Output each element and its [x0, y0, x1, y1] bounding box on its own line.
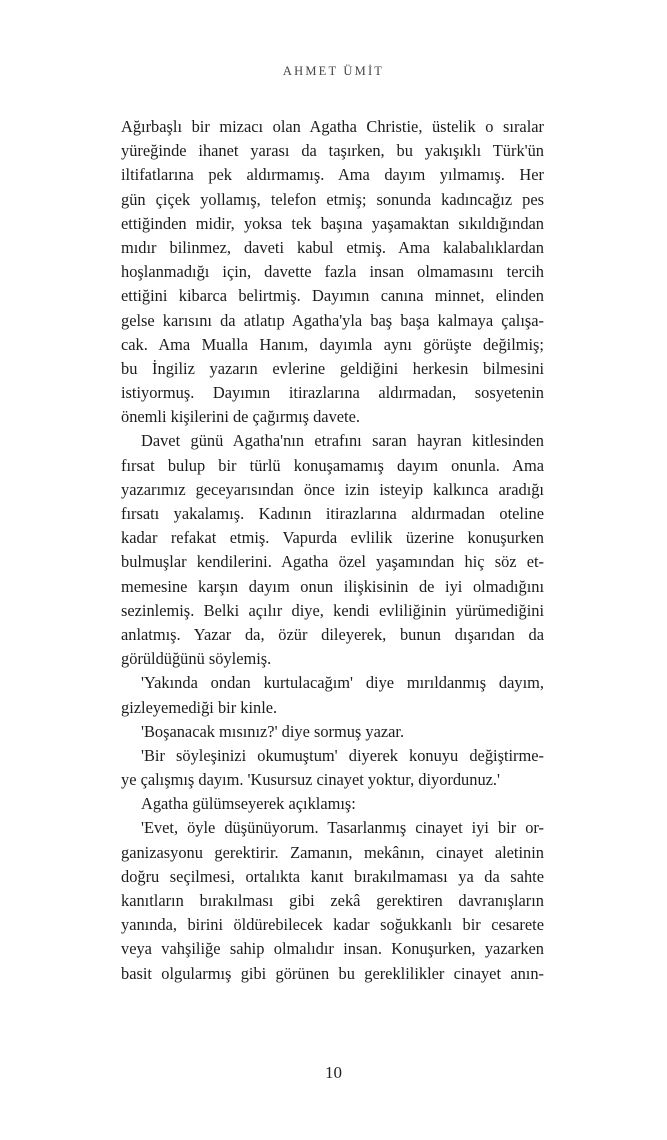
body-text: [121, 115, 544, 986]
text-line: basit olgularmış gibi görünen bu gereklilikler cinayet anın-: [121, 963, 544, 983]
text-line: memesine karşın dayım onun ilişkisinin de iyi olmadığını: [121, 576, 544, 596]
text-line: hoşlanmadığı için, davette fazla insan olmamasını tercih: [121, 262, 544, 282]
text-line: 'Evet, öyle düşünüyorum. Tasarlanmış cinayet iyi bir or-: [141, 818, 544, 838]
text-line: gün çiçek yollamış, telefon etmiş; sonunda kadıncağız pes: [121, 189, 544, 209]
text-line: istiyormuş. Dayımın itirazlarına aldırmadan, sosyetenin: [121, 383, 544, 403]
text-line: fırsat bulup bir türlü konuşamamış dayım onunla. Ama: [121, 455, 544, 475]
text-line: görüldüğünü söylemiş.: [121, 649, 272, 669]
text-line: 'Bir söyleşinizi okumuştum' diyerek konuyu değiştirme-: [141, 745, 544, 765]
page-number: 10: [325, 1063, 342, 1082]
text-line: ettiğinden midir, yoksa tek başına yaşamaktan sıkıldığından: [121, 213, 544, 233]
text-line: önemli kişilerini de çağırmış davete.: [121, 407, 360, 427]
running-header: AHMET ÜMİT: [282, 64, 385, 78]
text-line: 'Yakında ondan kurtulacağım' diye mırıldanmış dayım,: [141, 673, 544, 693]
text-line: kanıtların bırakılması gibi zekâ gerektiren davranışların: [121, 891, 544, 910]
text-line: yanında, birini öldürebilecek kadar soğukkanlı bir cesarete: [121, 915, 544, 935]
text-line: ganizasyonu gerektirir. Zamanın, mekânın, cinayet aletinin: [121, 842, 544, 862]
text-line: anlatmış. Yazar da, özür dileyerek, bunun dışarıdan da: [121, 624, 544, 644]
text-line: sezinlemiş. Belki açılır diye, kendi evliliğinin yürümediğini: [121, 600, 544, 620]
text-line: 'Boşanacak mısınız?' diye sormuş yazar.: [141, 721, 405, 741]
text-line: Davet günü Agatha'nın etrafını saran hayran kitlesinden: [141, 431, 544, 451]
text-line: yazarımız geceyarısından önce izin isteyip kalkınca aradığı: [121, 479, 544, 499]
text-line: doğru seçilmesi, ortalıkta kanıt bırakılmaması ya da sahte: [121, 866, 544, 886]
text-line: gelse karısını da atlatıp Agatha'yla baş başa kalmaya çalışa-: [121, 310, 544, 330]
text-line: iltifatlarına pek aldırmamış. Ama dayım yılmamış. Her: [121, 165, 544, 185]
text-line: kadar refakat etmiş. Vapurda evlilik üzerine konuşurken: [121, 528, 544, 548]
text-line: cak. Ama Mualla Hanım, dayımla aynı görüşte değilmiş;: [121, 334, 544, 354]
text-line: mıdır bilinmez, daveti kabul etmiş. Ama kalabalıklardan: [121, 237, 544, 257]
text-line: Ağırbaşlı bir mizacı olan Agatha Christie, üstelik o sıralar: [121, 117, 544, 136]
text-line: veya vahşiliğe sahip olmalıdır insan. Konuşurken, yazarken: [121, 939, 544, 959]
text-line: bulmuşlar kendilerini. Agatha özel yaşamından hiç söz et-: [121, 552, 544, 572]
text-line: fırsatı yakalamış. Kadının itirazlarına aldırmadan oteline: [121, 504, 544, 523]
text-line: bu İngiliz yazarın evlerine geldiğini herkesin bilmesini: [121, 358, 544, 378]
text-line: ye çalışmış dayım. 'Kusursuz cinayet yoktur, diyordunuz.': [121, 770, 500, 790]
text-line: yüreğinde ihanet yarası da taşırken, bu yakışıklı Türk'ün: [121, 141, 544, 161]
text-line: ettiğini kibarca belirtmiş. Dayımın canına minnet, elinden: [121, 286, 544, 306]
text-line: Agatha gülümseyerek açıklamış:: [141, 794, 356, 814]
text-line: gizleyemediği bir kinle.: [121, 697, 278, 717]
